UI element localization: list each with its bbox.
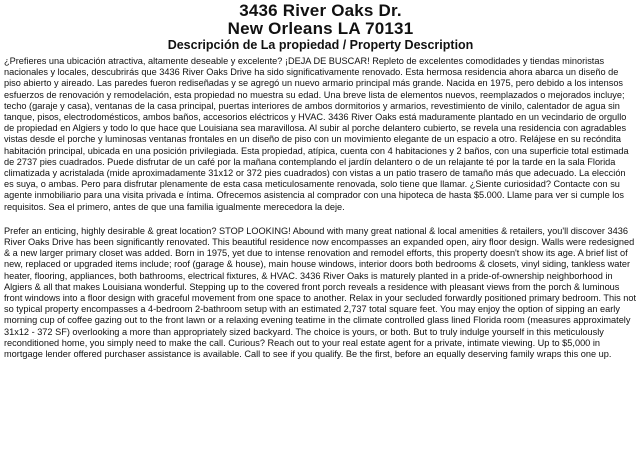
english-description: Prefer an enticing, highly desirable & great location? STOP LOOKING! Abound with many great national & local amenities & retailers, you'll discover 3436 River Oaks Drive has been significantly renovated. This beautiful residence now encompasses an expanded open, airy floor design. Walls were redesigned & a new larger primary closet was added. Born in 1975, yet due to intense renovation and remodel efforts, this property doesn't show its age. A brief list of new, replaced or upgraded items include; roof (garage & house), main house windows, interior doors both bedrooms & closets, vinyl siding, tankless water heater, flooring, appliances, both bathrooms, electrical fixtures, & HVAC. 3436 River Oaks is maturely planted in a pride-of-ownership neighborhood in Algiers & all that makes Louisiana wonderful. Stepping up to the covered front porch reveals a residence with pleasant views from the porch & luminous front windows into a floor design with graceful movement from one space to another. Relax in your secluded forwardly positioned primary bedroom. This not so typical property encompasses a 4-bedroom 2-bathroom setup with an estimated 2,737 total square feet. You may enjoy the option of sipping an early morning cup of coffee gazing out to the front lawn or a relaxing evening teatime in the climate controlled glass lined Florida room (measures approximately 31x12 - 372 SF) overlooking a more than appropriately sized backyard. The choice is yours, or both. But to truly indulge yourself in this meticulously reconditioned home, you simply need to make the call. Curious? Reach out to your real estate agent for a private, intimate viewing. Up to $5,000 in mortgage lender offered purchaser assistance is available. Call to see if you qualify. Be the first, before an equally deserving family wraps this one up.	[4, 225, 637, 360]
section-subtitle: Descripción de La propiedad / Property Description	[167, 38, 474, 52]
address-title: 3436 River Oaks Dr.	[239, 1, 402, 20]
paragraph-gap	[4, 213, 637, 226]
spanish-description: ¿Prefieres una ubicación atractiva, altamente deseable y excelente? ¡DEJA DE BUSCAR! Repleto de excelentes comodidades y tiendas minoristas nacionales y locales, descubrirás que 3436 River Oaks Drive ha sido significativamente renovado. Esta hermosa residencia ahora abarca un diseño de piso abierto y aireado. Las paredes fueron rediseñadas y se agregó un nuevo armario principal más grande. Nacida en 1975, pero debido a los intensos esfuerzos de renovación y remodelación, esta propiedad no muestra su edad. Una breve lista de elementos nuevos, reemplazados o mejorados incluye; techo (garaje y casa), ventanas de la casa principal, puertas interiores de ambos dormitorios y armarios, revestimiento de vinilo, calentador de agua sin tanque, pisos, electrodomésticos, ambos baños, accesorios eléctricos y HVAC. 3436 River Oaks está maduramente plantado en un vecindario de orgullo de propiedad en Algiers y todo lo que hace que Louisiana sea maravillosa. Al subir al porche delantero cubierto, se revela una residencia con agradables vistas desde el porche y luminosas ventanas frontales en un diseño de piso con un movimiento elegante de un espacio a otro. Relájese en su recóndita habitación principal, ubicada en una posición privilegiada. Esta propiedad, atípica, cuenta con 4 habitaciones y 2 baños, con una superficie total estimada de 2737 pies cuadrados. Puede disfrutar de un café por la mañana contemplando el jardín delantero o de un relajante té por la tarde en la sala Florida climatizada y acristalada (mide aproximadamente 31x12 or 372 pies cuadrados) con vistas a un patio trasero de tamaño más que adecuado. La elección es suya, o ambas. Pero para disfrutar plenamente de esta casa meticulosamente renovada, solo tiene que llamar. ¿Siente curiosidad? Contacte con su agente inmobiliario para una visita privada e íntima. Ofrecemos asistencia al comprador con una hipoteca de hasta $5.000. Llame para ver si cumple los requisitos. Sea el primero, antes de que una familia igualmente merecedora la deje.	[4, 56, 629, 212]
city-title: New Orleans LA 70131	[227, 19, 414, 38]
title-block	[4, 2, 637, 52]
